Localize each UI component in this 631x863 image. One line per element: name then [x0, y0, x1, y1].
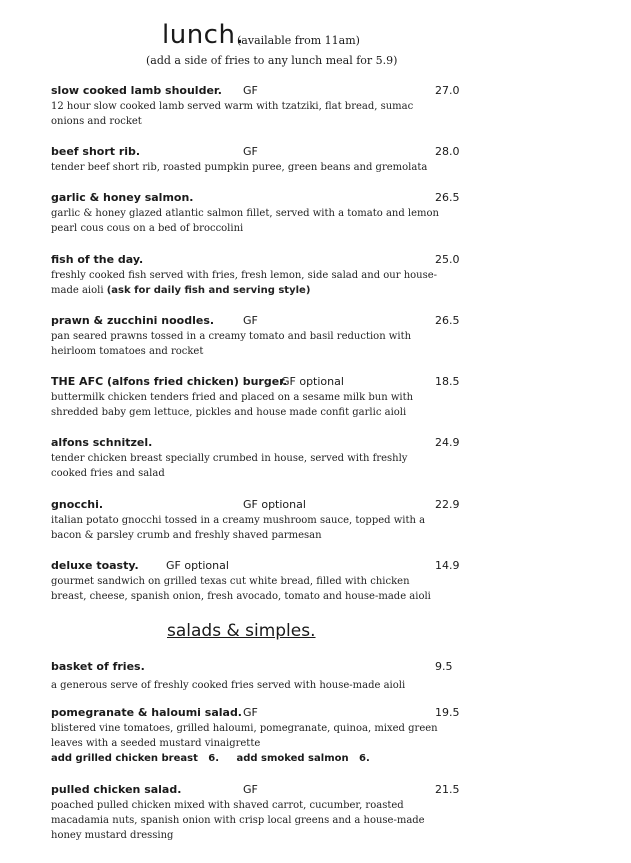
item-description: garlic & honey glazed atlantic salmon fillet, served with a tomato and lemon pearl cous cous on a bed of broccolini: [51, 208, 439, 234]
item-name: slow cooked lamb shoulder.: [51, 84, 222, 97]
item-price: 14.9: [435, 559, 460, 572]
item-price: 25.0: [435, 253, 460, 266]
item-dietary-tag: GF optional: [166, 559, 229, 572]
item-name: deluxe toasty.: [51, 559, 139, 572]
item-name: garlic & honey salmon.: [51, 191, 194, 204]
menu-item-afc-burger: [51, 375, 460, 420]
section-heading-salads: salads & simples.: [167, 621, 316, 641]
item-name: basket of fries.: [51, 660, 145, 673]
item-dietary-tag: GF: [243, 706, 258, 719]
menu-title: lunch.: [162, 20, 245, 50]
item-name: THE AFC (alfons fried chicken) burger.: [51, 375, 288, 388]
item-name: beef short rib.: [51, 145, 141, 158]
item-price: 19.5: [435, 706, 460, 719]
item-dietary-tag: GF: [243, 84, 258, 97]
item-price: 28.0: [435, 145, 460, 158]
item-description: 12 hour slow cooked lamb served warm with tzatziki, flat bread, sumac onions and rocket: [51, 101, 414, 127]
item-description-text: freshly cooked fish served with fries, fresh lemon, side salad and our house-made aioli: [51, 270, 438, 296]
item-addons: add grilled chicken breast 6. add smoked salmon 6.: [51, 753, 370, 764]
item-description: a generous serve of freshly cooked fries served with house-made aioli: [51, 680, 406, 691]
menu-item-gnocchi: [51, 498, 460, 543]
menu-item-lamb-shoulder: [51, 84, 460, 129]
item-description: tender beef short rib, roasted pumpkin puree, green beans and gremolata: [51, 162, 428, 173]
item-dietary-tag: GF: [243, 314, 258, 327]
menu-item-beef-short-rib: [51, 145, 460, 175]
item-description: gourmet sandwich on grilled texas cut white bread, filled with chicken breast, cheese, spanish onion, fresh avocado, tomato and house-made aioli: [51, 576, 431, 602]
item-name: pomegranate & haloumi salad.: [51, 706, 242, 719]
item-name: fish of the day.: [51, 253, 144, 266]
menu-item-deluxe-toasty: [51, 559, 460, 604]
menu-item-fries: [51, 660, 451, 693]
menu-item-schnitzel: [51, 436, 460, 481]
item-dietary-tag: GF optional: [281, 375, 344, 388]
item-price: 22.9: [435, 498, 460, 511]
item-dietary-tag: GF: [243, 783, 258, 796]
item-dietary-tag: GF: [243, 145, 258, 158]
item-price: 18.5: [435, 375, 460, 388]
item-description: [51, 268, 443, 298]
menu-item-prawn-noodles: [51, 314, 460, 359]
menu-item-fish-of-the-day: [51, 253, 460, 298]
item-description: poached pulled chicken mixed with shaved carrot, cucumber, roasted macadamia nuts, spanish onion with crisp local greens and a house-made honey mustard dressing: [51, 800, 425, 841]
menu-item-haloumi-salad: [51, 706, 460, 766]
item-price: 26.5: [435, 314, 460, 327]
item-description: tender chicken breast specially crumbed in house, served with freshly cooked fries and salad: [51, 453, 408, 479]
fries-side-note: (add a side of fries to any lunch meal for 5.9): [146, 54, 398, 67]
availability-note: (available from 11am): [237, 34, 360, 47]
item-price: 26.5: [435, 191, 460, 204]
item-description: buttermilk chicken tenders fried and placed on a sesame milk bun with shredded baby gem lettuce, pickles and house made confit garlic aioli: [51, 392, 414, 418]
item-price: 9.5: [435, 660, 453, 673]
item-price: 27.0: [435, 84, 460, 97]
item-description: pan seared prawns tossed in a creamy tomato and basil reduction with heirloom tomatoes and rocket: [51, 331, 412, 357]
item-description-note: (ask for daily fish and serving style): [106, 285, 311, 296]
item-dietary-tag: GF optional: [243, 498, 306, 511]
item-name: gnocchi.: [51, 498, 104, 511]
item-description: blistered vine tomatoes, grilled haloumi, pomegranate, quinoa, mixed green leaves with a seeded mustard vinaigrette: [51, 723, 438, 749]
item-name: pulled chicken salad.: [51, 783, 182, 796]
item-description: italian potato gnocchi tossed in a creamy mushroom sauce, topped with a bacon & parsley crumb and freshly shaved parmesan: [51, 515, 426, 541]
menu-item-pulled-chicken-salad: [51, 783, 460, 843]
item-price: 21.5: [435, 783, 460, 796]
menu-item-salmon: [51, 191, 460, 236]
item-name: prawn & zucchini noodles.: [51, 314, 215, 327]
item-name: alfons schnitzel.: [51, 436, 153, 449]
item-price: 24.9: [435, 436, 460, 449]
